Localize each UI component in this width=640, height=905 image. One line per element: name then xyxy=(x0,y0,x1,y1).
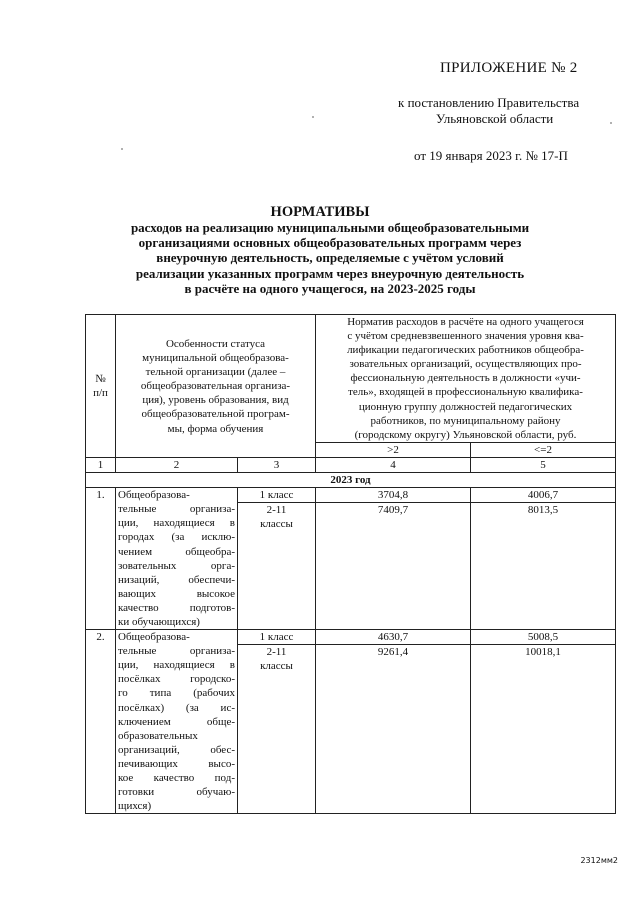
text-line: тель», входящей в профессиональную квалифика- xyxy=(348,386,583,399)
text-line: 1 класс xyxy=(259,489,294,502)
header-status-cell xyxy=(116,315,316,458)
text-line: общеобразовательной програм- xyxy=(141,408,290,421)
norm-value: 7409,7 xyxy=(377,504,409,517)
text-line: низаций, обеспечи- xyxy=(118,573,235,586)
norm-value: 9261,4 xyxy=(377,646,409,659)
scan-speck xyxy=(121,148,123,150)
text-line: работников, по муниципальному району xyxy=(370,414,561,427)
norm-value: 5008,5 xyxy=(527,631,559,644)
text-line: готовки обучаю- xyxy=(118,786,235,799)
text-line: муниципальной общеобразова- xyxy=(142,352,289,365)
text-line: № xyxy=(95,372,106,385)
row-norm-le2 xyxy=(471,488,616,630)
text-line: общеобразовательная организа- xyxy=(140,380,291,393)
text-line: организаций, обес- xyxy=(118,743,235,756)
text-line: мы, форма обучения xyxy=(167,422,264,435)
document-subtitle xyxy=(110,220,550,296)
column-number: 2 xyxy=(116,457,238,472)
text-line: ции, находящиеся в xyxy=(118,659,235,672)
text-line: внеурочную деятельность, определяемые с учётом условий xyxy=(156,250,504,266)
text-line: тельной организации (далее – xyxy=(145,366,286,379)
text-line: в расчёте на одного учащегося, на 2023-2025 годы xyxy=(184,280,476,296)
text-line: расходов на реализацию муниципальными общеобразовательными xyxy=(130,220,530,235)
text-line: 1 класс xyxy=(259,631,294,644)
year-row xyxy=(86,473,616,488)
text-line: вающих высокое xyxy=(118,587,235,600)
text-line: посёлках) (за ис- xyxy=(118,701,235,714)
text-line: с учётом средневзвешенного значения уровня ква- xyxy=(347,330,584,343)
norm-value: 4630,7 xyxy=(377,631,409,644)
row-description xyxy=(116,630,238,814)
text-line: чением общеобра- xyxy=(118,545,235,558)
sub-header-le2: <=2 xyxy=(471,442,616,457)
text-line: п/п xyxy=(93,386,108,399)
text-line: тельные организа- xyxy=(118,503,235,516)
column-number-row xyxy=(86,457,616,472)
text-line: ки обучающихся) xyxy=(118,615,200,628)
norms-table xyxy=(85,314,616,814)
text-line: го типа (рабочих xyxy=(118,687,235,700)
text-line: Особенности статуса xyxy=(165,338,266,350)
header-row xyxy=(86,315,616,443)
text-line: 2-11 xyxy=(266,646,287,659)
text-line: ции, находящиеся в xyxy=(118,517,235,530)
text-line: лификации педагогических работников общеобра- xyxy=(347,344,584,357)
text-line: зовательных организаций, осуществляющих про- xyxy=(349,358,582,371)
year-label: 2023 год xyxy=(86,473,616,488)
column-number: 1 xyxy=(86,457,116,472)
scan-speck xyxy=(312,116,314,118)
norm-value: 8013,5 xyxy=(527,504,559,517)
text-line: посёлках городско- xyxy=(118,673,235,686)
text-line: классы xyxy=(260,518,293,531)
text-line: 2-11 xyxy=(266,504,287,517)
text-line: городах (за исклю- xyxy=(118,531,235,544)
header-number-cell xyxy=(86,315,116,458)
document-title: НОРМАТИВЫ xyxy=(270,204,370,220)
row-norm-gt2 xyxy=(316,630,471,814)
decree-reference-line1: к постановлению Правительства xyxy=(398,95,580,110)
text-line: зовательных орга- xyxy=(118,559,235,572)
text-line: ция), уровень образования, вид xyxy=(142,394,289,407)
text-line: фессиональную деятельность в должности «учи- xyxy=(350,372,581,385)
column-number: 3 xyxy=(238,457,316,472)
text-line: тельные организа- xyxy=(118,645,235,658)
norm-value: 4006,7 xyxy=(527,489,559,502)
row-grades xyxy=(238,630,316,814)
row-norm-le2 xyxy=(471,630,616,814)
row-norm-gt2 xyxy=(316,488,471,630)
table-row xyxy=(86,488,616,630)
text-line: Общеобразова- xyxy=(118,489,190,502)
sub-header-gt2: >2 xyxy=(316,442,471,457)
text-line: качество подготов- xyxy=(118,601,235,614)
norm-value: 3704,8 xyxy=(377,489,409,502)
norm-value: 10018,1 xyxy=(525,646,561,659)
text-line: классы xyxy=(260,660,293,673)
decree-reference-line2: Ульяновской области xyxy=(436,111,554,126)
table-row xyxy=(86,630,616,814)
column-number: 5 xyxy=(471,457,616,472)
header-norm-cell xyxy=(316,315,616,443)
text-line: (городскому округу) Ульяновской области, руб. xyxy=(354,428,577,441)
text-line: щихся) xyxy=(118,800,152,813)
footer-code: 2312мм2 xyxy=(580,856,618,865)
text-line: ционную группу должностей педагогических xyxy=(358,400,573,413)
text-line: кое качество под- xyxy=(118,772,235,784)
row-number: 2. xyxy=(86,630,116,814)
text-line: ключением обще- xyxy=(118,715,235,728)
scan-speck xyxy=(610,122,612,124)
appendix-title: ПРИЛОЖЕНИЕ № 2 xyxy=(440,60,578,76)
column-number: 4 xyxy=(316,457,471,472)
text-line: образовательных xyxy=(118,729,198,742)
text-line: организациями основных общеобразовательных программ через xyxy=(138,235,522,251)
text-line: печивающих высо- xyxy=(118,757,235,770)
text-line: Общеобразова- xyxy=(118,631,190,644)
row-grades xyxy=(238,488,316,630)
row-description xyxy=(116,488,238,630)
decree-date: от 19 января 2023 г. № 17-П xyxy=(414,148,568,163)
text-line: Норматив расходов в расчёте на одного учащегося xyxy=(347,316,584,328)
row-number: 1. xyxy=(86,488,116,630)
text-line: реализации указанных программ через внеурочную деятельность xyxy=(135,265,525,281)
